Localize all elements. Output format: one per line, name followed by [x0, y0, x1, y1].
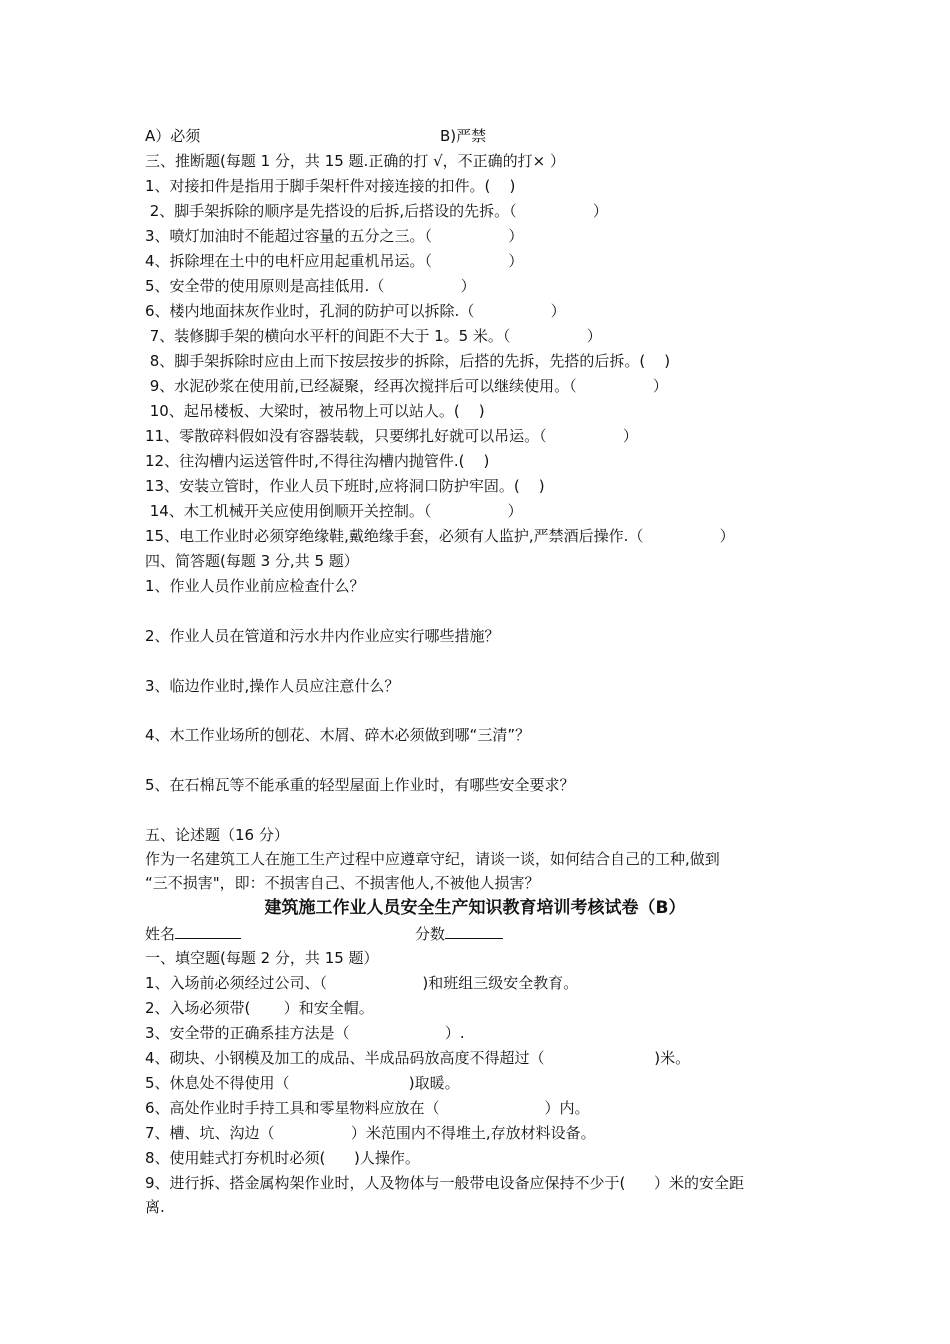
fill-item: 4、砌块、小钢模及加工的成品、半成品码放高度不得超过（ )米。 [145, 1049, 691, 1067]
judgement-item: 6、楼内地面抹灰作业时，孔洞的防护可以拆除.（ ） [145, 302, 566, 320]
fill-heading: 一、填空题(每题 2 分，共 15 题） [145, 949, 379, 967]
option-a: A）必须 [145, 127, 201, 145]
judgement-item: 15、电工作业时必须穿绝缘鞋,戴绝缘手套，必须有人监护,严禁酒后操作.（ ） [145, 527, 735, 545]
essay-question-line: “三不损害"，即：不损害自己、不损害他人,不被他人损害？ [145, 874, 540, 892]
name-field [145, 923, 241, 944]
fill-item: 3、安全带的正确系挂方法是（ ）. [145, 1024, 465, 1042]
short-answer-item: 3、临边作业时,操作人员应注意什么？ [145, 677, 400, 695]
name-blank [175, 923, 241, 939]
name-label: 姓名 [145, 925, 176, 943]
fill-item-continuation: 离. [145, 1198, 165, 1216]
judgement-item: 1、对接扣件是指用于脚手架杆件对接连接的扣件。( ) [145, 177, 516, 195]
judgement-item: 14、木工机械开关应使用倒顺开关控制。（ ） [145, 502, 523, 520]
score-label: 分数 [415, 925, 446, 943]
judgement-item: 13、安装立管时，作业人员下班时,应将洞口防护牢固。( ) [145, 477, 545, 495]
fill-item: 7、槽、坑、沟边（ ）米范围内不得堆土,存放材料设备。 [145, 1124, 596, 1142]
judgement-item: 9、水泥砂浆在使用前,已经凝聚，经再次搅拌后可以继续使用。（ ） [145, 377, 668, 395]
fill-item: 5、休息处不得使用（ )取暖。 [145, 1074, 460, 1092]
judgement-item: 12、往沟槽内运送管件时,不得往沟槽内抛管件.( ) [145, 452, 490, 470]
fill-item: 9、进行拆、搭金属构架作业时，人及物体与一般带电设备应保持不少于( ）米的安全距 [145, 1174, 745, 1192]
judgement-item: 11、零散碎料假如没有容器装载，只要绑扎好就可以吊运。（ ） [145, 427, 638, 445]
short-answer-item: 5、在石棉瓦等不能承重的轻型屋面上作业时，有哪些安全要求？ [145, 776, 575, 794]
option-b: B)严禁 [440, 127, 487, 145]
judgement-item: 10、起吊楼板、大梁时，被吊物上可以站人。( ) [145, 402, 485, 420]
fill-item: 1、入场前必须经过公司、（ )和班组三级安全教育。 [145, 974, 579, 992]
fill-item: 2、入场必须带( ）和安全帽。 [145, 999, 374, 1017]
judgement-item: 2、脚手架拆除的顺序是先搭设的后拆,后搭设的先拆。（ ） [145, 202, 608, 220]
essay-heading: 五、论述题（16 分） [145, 826, 289, 844]
short-answer-heading: 四、简答题(每题 3 分,共 5 题） [145, 552, 359, 570]
fill-item: 6、高处作业时手持工具和零星物料应放在（ ）内。 [145, 1099, 590, 1117]
exam-title: 建筑施工作业人员安全生产知识教育培训考核试卷（B） [264, 898, 686, 918]
score-blank [445, 923, 503, 939]
short-answer-item: 1、作业人员作业前应检查什么？ [145, 577, 365, 595]
judgement-item: 5、安全带的使用原则是高挂低用.（ ） [145, 277, 476, 295]
short-answer-item: 2、作业人员在管道和污水井内作业应实行哪些措施？ [145, 627, 500, 645]
judgement-heading: 三、推断题(每题 1 分，共 15 题.正确的打 √，不正确的打× ） [145, 152, 565, 170]
fill-item: 8、使用蛙式打夯机时必须( )人操作。 [145, 1149, 420, 1167]
score-field [415, 923, 503, 944]
judgement-item: 4、拆除埋在土中的电杆应用起重机吊运。（ ） [145, 252, 524, 270]
judgement-item: 7、装修脚手架的横向水平杆的间距不大于 1。5 米。（ ） [145, 327, 602, 345]
judgement-item: 8、脚手架拆除时应由上而下按层按步的拆除，后搭的先拆，先搭的后拆。( ) [145, 352, 671, 370]
judgement-item: 3、喷灯加油时不能超过容量的五分之三。（ ） [145, 227, 524, 245]
essay-question-line: 作为一名建筑工人在施工生产过程中应遵章守纪，请谈一谈，如何结合自己的工种,做到 [145, 850, 720, 868]
short-answer-item: 4、木工作业场所的刨花、木屑、碎木必须做到哪“三清”？ [145, 726, 531, 744]
